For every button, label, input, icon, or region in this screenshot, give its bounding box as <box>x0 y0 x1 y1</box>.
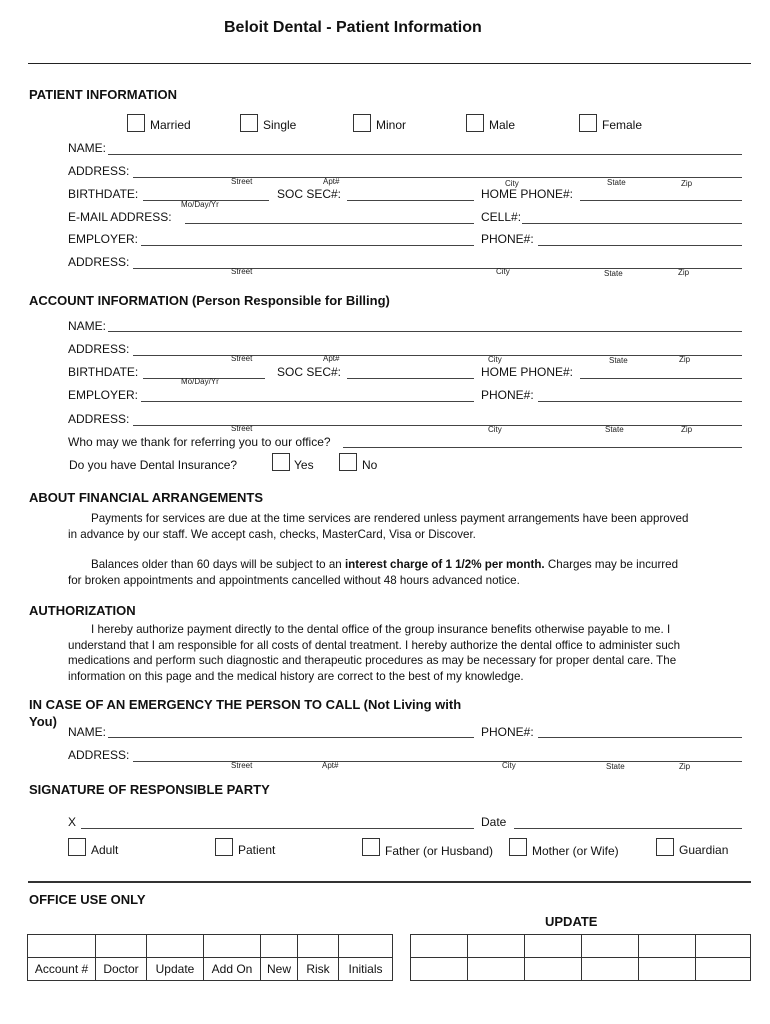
adult-label: Adult <box>91 843 119 857</box>
update-cell[interactable] <box>411 958 468 981</box>
state-caption: State <box>606 762 625 771</box>
authorization-line-2: understand that I am responsible for all costs of dental treatment. I hereby authorize the dental office to administer such <box>68 638 681 652</box>
account-section-heading: ACCOUNT INFORMATION (Person Responsible for Billing) <box>29 293 390 308</box>
patient-socsec-field[interactable] <box>347 200 474 201</box>
office-col-risk: Risk <box>298 958 339 981</box>
financial-paragraph-2 <box>68 557 748 588</box>
married-label: Married <box>150 118 191 132</box>
account-address2-field[interactable] <box>133 425 742 426</box>
city-caption: City <box>505 179 519 188</box>
account-socsec-label: SOC SEC#: <box>277 365 342 379</box>
emergency-address-label: ADDRESS: <box>68 748 130 762</box>
emergency-phone-field[interactable] <box>538 737 742 738</box>
mdy-caption: Mo/Day/Yr <box>181 377 219 386</box>
male-label: Male <box>489 118 516 132</box>
apt-caption: Apt# <box>323 177 340 186</box>
patient-cell-field[interactable] <box>522 223 742 224</box>
zip-caption: Zip <box>679 762 691 771</box>
employer-address-field[interactable] <box>133 268 742 269</box>
office-use-heading: OFFICE USE ONLY <box>29 892 146 907</box>
update-cell[interactable] <box>639 935 696 958</box>
account-employer-field[interactable] <box>141 401 474 402</box>
account-homephone-field[interactable] <box>580 378 742 379</box>
employer-address-label: ADDRESS: <box>68 255 130 269</box>
authorization-line-4: information on this page and the medical history are correct to the best of my knowledge. <box>68 669 524 683</box>
mother-label: Mother (or Wife) <box>532 844 619 858</box>
patient-homephone-label: HOME PHONE#: <box>481 187 574 201</box>
single-label: Single <box>263 118 297 132</box>
office-cell[interactable] <box>28 935 96 958</box>
office-col-new: New <box>261 958 298 981</box>
patient-cell-label: CELL#: <box>481 210 522 224</box>
emergency-address-field[interactable] <box>133 761 742 762</box>
signature-date-field[interactable] <box>514 828 742 829</box>
office-col-doctor: Doctor <box>96 958 147 981</box>
update-cell[interactable] <box>411 935 468 958</box>
street-caption: Street <box>231 354 253 363</box>
insurance-no-label: No <box>362 458 378 472</box>
update-cell[interactable] <box>696 958 751 981</box>
father-checkbox[interactable] <box>362 838 380 856</box>
patient-employer-field[interactable] <box>141 245 474 246</box>
update-cell[interactable] <box>468 958 525 981</box>
apt-caption: Apt# <box>322 761 339 770</box>
patient-email-field[interactable] <box>185 223 474 224</box>
update-heading: UPDATE <box>545 914 598 929</box>
street-caption: Street <box>231 424 253 433</box>
city-caption: City <box>488 355 502 364</box>
update-cell[interactable] <box>525 935 582 958</box>
financial-p2-post: Charges may be incurred <box>544 558 679 571</box>
emergency-name-label: NAME: <box>68 725 107 739</box>
state-caption: State <box>609 356 628 365</box>
patient-section-heading: PATIENT INFORMATION <box>29 87 178 102</box>
office-table <box>27 934 393 981</box>
city-caption: City <box>496 267 510 276</box>
married-checkbox[interactable] <box>127 114 145 132</box>
update-cell[interactable] <box>582 958 639 981</box>
city-caption: City <box>488 425 502 434</box>
male-checkbox[interactable] <box>466 114 484 132</box>
update-cell[interactable] <box>639 958 696 981</box>
office-cell[interactable] <box>339 935 393 958</box>
page-title: Beloit Dental - Patient Information <box>224 19 482 36</box>
account-name-field[interactable] <box>108 331 742 332</box>
patient-checkbox[interactable] <box>215 838 233 856</box>
account-phone-field[interactable] <box>538 401 742 402</box>
account-phone-label: PHONE#: <box>481 388 534 402</box>
adult-checkbox[interactable] <box>68 838 86 856</box>
insurance-yes-label: Yes <box>294 458 314 472</box>
mdy-caption: Mo/Day/Yr <box>181 200 219 209</box>
office-cell[interactable] <box>261 935 298 958</box>
state-caption: State <box>607 178 626 187</box>
account-homephone-label: HOME PHONE#: <box>481 365 574 379</box>
financial-p1-line1: Payments for services are due at the time services are rendered unless payment arrangements have been approved <box>91 512 689 525</box>
zip-caption: Zip <box>681 179 693 188</box>
authorization-paragraph <box>68 622 748 684</box>
zip-caption: Zip <box>681 425 693 434</box>
office-cell[interactable] <box>147 935 204 958</box>
emergency-name-field[interactable] <box>108 737 474 738</box>
city-caption: City <box>502 761 516 770</box>
street-caption: Street <box>231 177 253 186</box>
patient-name-label: NAME: <box>68 141 107 155</box>
mother-checkbox[interactable] <box>509 838 527 856</box>
office-divider <box>28 881 751 883</box>
single-checkbox[interactable] <box>240 114 258 132</box>
patient-phone-field[interactable] <box>538 245 742 246</box>
signature-heading: SIGNATURE OF RESPONSIBLE PARTY <box>29 782 270 797</box>
office-cell[interactable] <box>204 935 261 958</box>
father-label: Father (or Husband) <box>385 844 494 858</box>
financial-heading: ABOUT FINANCIAL ARRANGEMENTS <box>29 490 263 505</box>
minor-checkbox[interactable] <box>353 114 371 132</box>
referral-field[interactable] <box>343 447 742 448</box>
zip-caption: Zip <box>679 355 691 364</box>
female-label: Female <box>602 118 643 132</box>
authorization-line-3: medications and perform such diagnostic and therapeutic procedures as may be necessary for proper dental care. The <box>68 654 677 667</box>
account-birthdate-label: BIRTHDATE: <box>68 365 139 379</box>
update-cell[interactable] <box>468 935 525 958</box>
patient-employer-label: EMPLOYER: <box>68 232 139 246</box>
emergency-heading-line1: IN CASE OF AN EMERGENCY THE PERSON TO CALL (Not Living with <box>29 697 462 712</box>
patient-phone-label: PHONE#: <box>481 232 534 246</box>
state-caption: State <box>604 269 623 278</box>
patient-address-label: ADDRESS: <box>68 164 130 178</box>
office-cell[interactable] <box>96 935 147 958</box>
signature-x-mark: X <box>68 815 77 829</box>
financial-paragraph-1 <box>68 511 748 542</box>
office-col-update: Update <box>147 958 204 981</box>
financial-p2-line2: for broken appointments and appointments cancelled without 48 hours advanced notice. <box>68 573 520 587</box>
signature-date-label: Date <box>481 815 507 829</box>
insurance-no-checkbox[interactable] <box>339 453 357 471</box>
patient-label: Patient <box>238 843 276 857</box>
interest-charge-text: interest charge of 1 1/2% per month. <box>344 558 545 571</box>
office-col-account: Account # <box>28 958 96 981</box>
title-divider <box>28 63 751 64</box>
signature-field[interactable] <box>81 828 474 829</box>
account-address-field[interactable] <box>133 355 742 356</box>
account-address-label: ADDRESS: <box>68 342 130 356</box>
state-caption: State <box>605 425 624 434</box>
authorization-heading: AUTHORIZATION <box>29 603 136 618</box>
update-cell[interactable] <box>582 935 639 958</box>
street-caption: Street <box>231 267 253 276</box>
street-caption: Street <box>231 761 253 770</box>
patient-socsec-label: SOC SEC#: <box>277 187 342 201</box>
update-cell[interactable] <box>525 958 582 981</box>
minor-label: Minor <box>376 118 407 132</box>
account-address2-label: ADDRESS: <box>68 412 130 426</box>
office-cell[interactable] <box>298 935 339 958</box>
account-name-label: NAME: <box>68 319 107 333</box>
guardian-checkbox[interactable] <box>656 838 674 856</box>
insurance-yes-checkbox[interactable] <box>272 453 290 471</box>
patient-address-field[interactable] <box>133 177 742 178</box>
update-cell[interactable] <box>696 935 751 958</box>
office-col-initials: Initials <box>339 958 393 981</box>
apt-caption: Apt# <box>323 354 340 363</box>
patient-homephone-field[interactable] <box>580 200 742 201</box>
female-checkbox[interactable] <box>579 114 597 132</box>
financial-p2-pre: Balances older than 60 days will be subject to an <box>91 558 345 571</box>
guardian-label: Guardian <box>679 843 729 857</box>
office-col-addon: Add On <box>204 958 261 981</box>
patient-birthdate-label: BIRTHDATE: <box>68 187 139 201</box>
financial-p1-line2: in advance by our staff. We accept cash, checks, MasterCard, Visa or Discover. <box>68 527 476 541</box>
authorization-line-1: I hereby authorize payment directly to the dental office of the group insurance benefits otherwise payable to me. I <box>91 623 671 636</box>
patient-name-field[interactable] <box>108 154 742 155</box>
patient-email-label: E-MAIL ADDRESS: <box>68 210 172 224</box>
emergency-heading-line2: You) <box>29 714 57 729</box>
emergency-phone-label: PHONE#: <box>481 725 534 739</box>
update-table <box>410 934 751 981</box>
zip-caption: Zip <box>678 268 690 277</box>
insurance-question: Do you have Dental Insurance? <box>69 458 238 472</box>
account-socsec-field[interactable] <box>347 378 474 379</box>
account-employer-label: EMPLOYER: <box>68 388 139 402</box>
referral-label: Who may we thank for referring you to our office? <box>68 435 331 449</box>
